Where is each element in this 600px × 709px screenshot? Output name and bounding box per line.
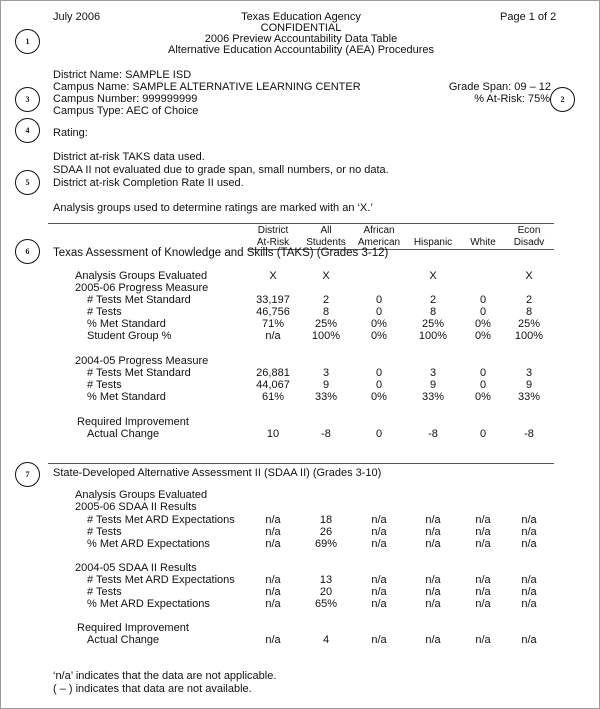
table-row: [1, 574, 600, 586]
row-label: # Tests Met ARD Expectations: [87, 574, 235, 586]
cell: 26,881: [256, 367, 290, 379]
cell: 65%: [314, 598, 338, 610]
cell: 20: [319, 586, 333, 598]
cell: n/a: [371, 526, 387, 538]
cell: X: [429, 270, 437, 282]
cell: n/a: [475, 526, 491, 538]
rating-label: Rating:: [53, 127, 88, 139]
cell: n/a: [265, 586, 281, 598]
cell: 33,197: [256, 294, 290, 306]
group-heading: [1, 282, 600, 294]
note-line: District at-risk Completion Rate II used.: [53, 177, 244, 189]
col-header-econ-disadv: Econ Disadv: [513, 225, 545, 248]
cell: n/a: [265, 598, 281, 610]
footnote-na: ‘n/a’ indicates that the data are not applicable.: [53, 670, 277, 682]
row-label: % Met ARD Expectations: [87, 538, 210, 550]
table-row: [1, 514, 600, 526]
cell: 44,067: [256, 379, 290, 391]
group-heading: [1, 501, 600, 513]
cell: 13: [319, 574, 333, 586]
table-row: [1, 538, 600, 550]
row-label: % Met ARD Expectations: [87, 598, 210, 610]
cell: 0%: [371, 330, 387, 342]
cell: n/a: [475, 514, 491, 526]
row-label: # Tests: [87, 586, 122, 598]
cell: 0: [375, 428, 383, 440]
row-label: 2005-06 Progress Measure: [75, 282, 209, 294]
callout-2: 2: [550, 87, 575, 112]
row-label: Required Improvement: [77, 622, 189, 634]
callout-3: 3: [15, 87, 40, 112]
cell: n/a: [265, 538, 281, 550]
sdaa-section-title: State-Developed Alternative Assessment II (SDAA II) (Grades 3-10): [53, 467, 382, 479]
note-line: District at-risk TAKS data used.: [53, 151, 205, 163]
row-label: # Tests Met ARD Expectations: [87, 514, 235, 526]
cell: 61%: [261, 391, 285, 403]
cell: 0: [479, 306, 487, 318]
table-row: [1, 379, 600, 391]
cell: n/a: [521, 538, 537, 550]
cell: 0: [479, 379, 487, 391]
row-label: 2005-06 SDAA II Results: [75, 501, 197, 513]
callout-6: 6: [15, 239, 40, 264]
table-row: [1, 634, 600, 646]
cell: 0%: [371, 391, 387, 403]
group-heading: [1, 622, 600, 634]
cell: n/a: [521, 526, 537, 538]
cell: -8: [524, 428, 534, 440]
cell: n/a: [425, 526, 441, 538]
table-row: [1, 367, 600, 379]
cell: 33%: [421, 391, 445, 403]
cell: 25%: [421, 318, 445, 330]
cell: n/a: [521, 586, 537, 598]
cell: n/a: [521, 598, 537, 610]
cell: 71%: [261, 318, 285, 330]
cell: n/a: [425, 586, 441, 598]
cell: n/a: [265, 574, 281, 586]
row-label: 2004-05 Progress Measure: [75, 355, 209, 367]
cell: n/a: [475, 538, 491, 550]
report-title: 2006 Preview Accountability Data Table: [204, 33, 398, 45]
cell: X: [322, 270, 330, 282]
district-name: District Name: SAMPLE ISD: [53, 69, 192, 81]
col-header-african-american: African American: [357, 225, 401, 248]
row-label: Actual Change: [87, 634, 160, 646]
table-row: [1, 330, 600, 342]
cell: 46,756: [256, 306, 290, 318]
cell: X: [525, 270, 533, 282]
row-label: % Met Standard: [87, 391, 166, 403]
confidential-label: CONFIDENTIAL: [260, 22, 342, 34]
row-label: Actual Change: [87, 428, 160, 440]
cell: 0%: [475, 330, 491, 342]
cell: 9: [525, 379, 533, 391]
row-label: # Tests: [87, 526, 122, 538]
col-header-hispanic: Hispanic: [413, 237, 453, 248]
cell: 8: [322, 306, 330, 318]
row-label: # Tests: [87, 379, 122, 391]
cell: n/a: [265, 526, 281, 538]
table-row: [1, 391, 600, 403]
cell: 25%: [314, 318, 338, 330]
cell: n/a: [371, 574, 387, 586]
page-number: Page 1 of 2: [500, 11, 557, 23]
row-label: Required Improvement: [77, 416, 189, 428]
row-label: % Met Standard: [87, 318, 166, 330]
cell: 0: [479, 294, 487, 306]
cell: n/a: [521, 634, 537, 646]
campus-type: Campus Type: AEC of Choice: [53, 105, 199, 117]
agency-name: Texas Education Agency: [241, 11, 361, 23]
cell: 0: [375, 367, 383, 379]
cell: 26: [319, 526, 333, 538]
cell: 3: [429, 367, 437, 379]
cell: n/a: [371, 514, 387, 526]
cell: 100%: [514, 330, 544, 342]
analysis-note: Analysis groups used to determine ratings are marked with an ‘X.’: [53, 202, 373, 214]
cell: 8: [429, 306, 437, 318]
row-label: # Tests: [87, 306, 122, 318]
report-date: July 2006: [53, 11, 101, 23]
cell: n/a: [371, 538, 387, 550]
cell: n/a: [265, 514, 281, 526]
cell: 0: [375, 379, 383, 391]
at-risk-percent: % At-Risk: 75%: [474, 93, 550, 105]
cell: 3: [322, 367, 330, 379]
cell: n/a: [265, 634, 281, 646]
cell: 33%: [314, 391, 338, 403]
cell: 18: [319, 514, 333, 526]
cell: n/a: [371, 586, 387, 598]
group-heading: [1, 416, 600, 428]
cell: 9: [322, 379, 330, 391]
table-row: [1, 586, 600, 598]
cell: 0%: [371, 318, 387, 330]
row-label: # Tests Met Standard: [87, 367, 191, 379]
cell: 100%: [418, 330, 448, 342]
cell: 2: [429, 294, 437, 306]
cell: n/a: [425, 538, 441, 550]
cell: -8: [428, 428, 438, 440]
cell: n/a: [425, 514, 441, 526]
cell: 69%: [314, 538, 338, 550]
table-row: [1, 318, 600, 330]
cell: X: [269, 270, 277, 282]
cell: 25%: [517, 318, 541, 330]
callout-1: 1: [15, 29, 40, 54]
table-row: [1, 428, 600, 440]
cell: 0: [479, 367, 487, 379]
cell: 0%: [475, 318, 491, 330]
cell: n/a: [475, 598, 491, 610]
cell: n/a: [475, 586, 491, 598]
cell: n/a: [425, 574, 441, 586]
group-heading: [1, 562, 600, 574]
col-header-white: White: [470, 237, 496, 248]
footnote-dash: ( – ) indicates that data are not available.: [53, 683, 252, 695]
report-subtitle: Alternative Education Accountability (AEA) Procedures: [168, 44, 434, 56]
cell: -8: [321, 428, 331, 440]
cell: 4: [322, 634, 330, 646]
table-row: [1, 270, 600, 282]
row-label: Student Group %: [87, 330, 172, 342]
table-row: [1, 306, 600, 318]
cell: n/a: [371, 598, 387, 610]
cell: n/a: [521, 574, 537, 586]
cell: 33%: [517, 391, 541, 403]
group-heading: [1, 489, 600, 501]
cell: n/a: [475, 634, 491, 646]
table-row: [1, 294, 600, 306]
callout-7: 7: [15, 462, 40, 487]
cell: 0: [479, 428, 487, 440]
table-top-rule: [48, 223, 554, 224]
group-heading: [1, 355, 600, 367]
callout-4: 4: [15, 118, 40, 143]
taks-section-title: Texas Assessment of Knowledge and Skills (TAKS) (Grades 3-12): [53, 247, 389, 259]
cell: 3: [525, 367, 533, 379]
note-line: SDAA II not evaluated due to grade span, small numbers, or no data.: [53, 164, 389, 176]
callout-5: 5: [15, 170, 40, 195]
campus-number: Campus Number: 999999999: [53, 93, 198, 105]
cell: 0%: [475, 391, 491, 403]
table-row: [1, 598, 600, 610]
cell: n/a: [475, 574, 491, 586]
cell: 10: [266, 428, 280, 440]
cell: 9: [429, 379, 437, 391]
cell: 2: [525, 294, 533, 306]
cell: n/a: [265, 330, 281, 342]
row-label: Analysis Groups Evaluated: [75, 489, 208, 501]
cell: 8: [525, 306, 533, 318]
cell: 100%: [311, 330, 341, 342]
cell: 2: [322, 294, 330, 306]
sdaa-top-rule: [48, 463, 554, 464]
col-header-district-at-risk: District At-Risk: [256, 225, 290, 248]
row-label: # Tests Met Standard: [87, 294, 191, 306]
cell: n/a: [425, 598, 441, 610]
grade-span: Grade Span: 09 – 12: [448, 81, 551, 93]
cell: 0: [375, 306, 383, 318]
cell: n/a: [521, 514, 537, 526]
row-label: Analysis Groups Evaluated: [75, 270, 208, 282]
col-header-all-students: All Students: [306, 225, 346, 248]
table-row: [1, 526, 600, 538]
row-label: 2004-05 SDAA II Results: [75, 562, 197, 574]
cell: n/a: [371, 634, 387, 646]
cell: n/a: [425, 634, 441, 646]
cell: 0: [375, 294, 383, 306]
campus-name: Campus Name: SAMPLE ALTERNATIVE LEARNING CENTER: [53, 81, 361, 93]
